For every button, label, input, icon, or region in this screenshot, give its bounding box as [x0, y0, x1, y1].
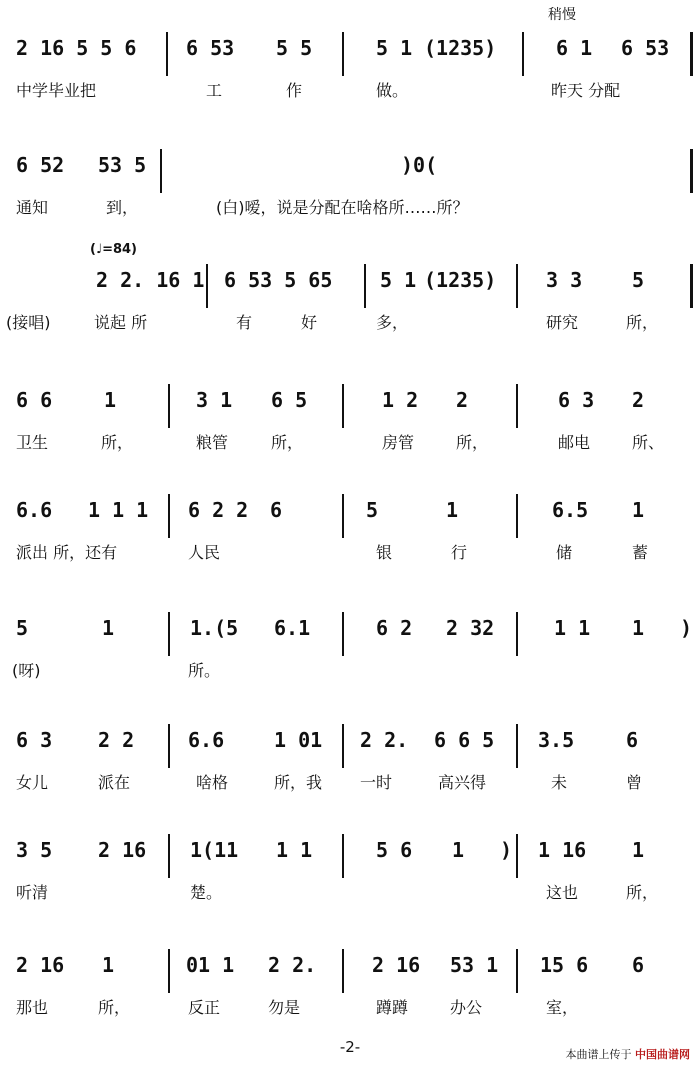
- barline: [168, 834, 170, 878]
- lyric: 勿是: [268, 998, 301, 1017]
- lyric: 作: [286, 81, 303, 100]
- note-group: 6.6: [188, 728, 225, 752]
- notes-line: [6, 268, 694, 304]
- note-group: 2 32: [446, 616, 495, 640]
- note-group: 2 16: [372, 953, 421, 977]
- lyric: 一时: [360, 773, 393, 792]
- note-group: 1: [632, 616, 645, 640]
- lyric: 所，: [626, 883, 659, 902]
- note-group: ): [500, 838, 513, 862]
- note-group: ): [680, 616, 693, 640]
- notes-line: [6, 388, 694, 424]
- note-group: 1: [104, 388, 117, 412]
- barline: [516, 949, 518, 993]
- barline: [690, 149, 693, 193]
- lyric: 室，: [546, 998, 579, 1017]
- source-text: 本曲谱上传于: [565, 1048, 632, 1061]
- score-system: [0, 588, 700, 688]
- lyric: 蓄: [632, 543, 649, 562]
- barline: [364, 264, 366, 308]
- lyric: 所、: [632, 433, 665, 452]
- lyric: 女儿: [16, 773, 49, 792]
- lyric: 邮电: [558, 433, 591, 452]
- barline: [690, 264, 693, 308]
- lyric: 派在: [98, 773, 131, 792]
- note-group: 6 2: [376, 616, 413, 640]
- barline: [516, 264, 518, 308]
- barline: [342, 834, 344, 878]
- note-group: 2: [456, 388, 469, 412]
- barline: [516, 834, 518, 878]
- note-group: 6 6: [16, 388, 53, 412]
- lyrics-line: [6, 430, 694, 456]
- note-group: 1: [102, 616, 115, 640]
- lyric: (呀): [12, 661, 41, 680]
- lyric: 所，: [456, 433, 489, 452]
- note-group: 15 6: [540, 953, 589, 977]
- note-group: 6 6 5: [434, 728, 495, 752]
- barline: [342, 949, 344, 993]
- lyric: 高兴得: [438, 773, 487, 792]
- note-group: 2: [632, 388, 645, 412]
- lyric: 所。: [188, 661, 221, 680]
- note-group: 6: [270, 498, 283, 522]
- lyric: 所，: [626, 313, 659, 332]
- note-group: 53 5: [98, 153, 147, 177]
- lyrics-line: [6, 995, 694, 1021]
- lyric: 所，我: [274, 773, 323, 792]
- note-group: 6 3: [16, 728, 53, 752]
- lyrics-line: [6, 880, 694, 906]
- lyric: 曾: [626, 773, 643, 792]
- lyrics-line: [6, 540, 694, 566]
- lyric: 派出 所，还有: [16, 543, 118, 562]
- note-group: 2 16 5 5 6: [16, 36, 137, 60]
- note-group: 6: [632, 953, 645, 977]
- lyric: 所，: [271, 433, 304, 452]
- note-group: 2 16: [16, 953, 65, 977]
- lyric: 人民: [188, 543, 221, 562]
- lyrics-line: [6, 770, 694, 796]
- notes-line: [6, 728, 694, 764]
- lyric: 中学毕业把: [16, 81, 97, 100]
- note-group: 1 1 1: [88, 498, 149, 522]
- lyric: 昨天 分配: [551, 81, 621, 100]
- lyrics-line: [6, 310, 694, 336]
- lyric: 办公: [450, 998, 483, 1017]
- note-group: 6 1: [556, 36, 593, 60]
- lyric: 听清: [16, 883, 49, 902]
- note-group: 5: [366, 498, 379, 522]
- note-group: 6 53: [186, 36, 235, 60]
- note-group: 2 2.: [360, 728, 409, 752]
- note-group: 1 16: [538, 838, 587, 862]
- barline: [342, 32, 344, 76]
- lyric: 行: [451, 543, 468, 562]
- note-group: 3.5: [538, 728, 575, 752]
- lyric: 蹲蹲: [376, 998, 409, 1017]
- lyric: 储: [556, 543, 573, 562]
- note-group: 5 1: [376, 36, 413, 60]
- note-group: 53 1: [450, 953, 499, 977]
- note-group: 1 01: [274, 728, 323, 752]
- lyric: 这也: [546, 883, 579, 902]
- score-system: [0, 360, 700, 460]
- note-group: 2 2: [98, 728, 135, 752]
- barline: [168, 494, 170, 538]
- notes-line: [6, 838, 694, 874]
- barline: [168, 724, 170, 768]
- note-group: 1 1: [554, 616, 591, 640]
- lyric: 卫生: [16, 433, 49, 452]
- note-group: 2 2. 16 1: [96, 268, 205, 292]
- note-group: 6 52: [16, 153, 65, 177]
- lyric: 做。: [376, 81, 409, 100]
- lyric: 楚。: [190, 883, 223, 902]
- barline: [168, 612, 170, 656]
- note-group: 1: [632, 838, 645, 862]
- note-group: 1: [632, 498, 645, 522]
- lyric: 那也: [16, 998, 49, 1017]
- lyric: 未: [551, 773, 568, 792]
- note-group: 1: [102, 953, 115, 977]
- note-group: 3 1: [196, 388, 233, 412]
- note-group: 6: [626, 728, 639, 752]
- lyric: 说起 所: [94, 313, 148, 332]
- barline: [168, 949, 170, 993]
- note-group: 1: [452, 838, 465, 862]
- lyric: 有: [236, 313, 253, 332]
- barline: [690, 32, 693, 76]
- lyric: 反正: [188, 998, 221, 1017]
- lyric: 好: [301, 313, 318, 332]
- note-group: 1(11: [190, 838, 239, 862]
- lyric: 啥格: [196, 773, 229, 792]
- score-system: [0, 925, 700, 1025]
- barline: [206, 264, 208, 308]
- lyric: 研究: [546, 313, 579, 332]
- page-number: -2-: [339, 1038, 361, 1056]
- notes-line: [6, 498, 694, 534]
- barline: [516, 612, 518, 656]
- barline: [516, 384, 518, 428]
- notes-line: [6, 953, 694, 989]
- note-group: 6 53: [621, 36, 670, 60]
- note-group: 3 5: [16, 838, 53, 862]
- score-system: [0, 125, 700, 225]
- note-group: 1.(5: [190, 616, 239, 640]
- note-group: 5 1: [380, 268, 417, 292]
- note-group: 6 53 5 65: [224, 268, 333, 292]
- source-credit: [566, 1046, 691, 1062]
- lyric: 房管: [382, 433, 415, 452]
- lyric: 工: [206, 81, 223, 100]
- barline: [166, 32, 168, 76]
- score-system: [0, 240, 700, 340]
- note-group: 5: [16, 616, 29, 640]
- score-system: [0, 8, 700, 108]
- barline: [516, 724, 518, 768]
- lyric: 银: [376, 543, 393, 562]
- barline: [160, 149, 162, 193]
- lyrics-line: [6, 78, 694, 104]
- score-system: [0, 470, 700, 570]
- lyric: 通知: [16, 198, 49, 217]
- score-system: [0, 700, 700, 800]
- barline: [342, 724, 344, 768]
- lyrics-line: [6, 195, 694, 221]
- note-group: (1235): [424, 36, 497, 60]
- note-group: 5 5: [276, 36, 313, 60]
- note-group: 3 3: [546, 268, 583, 292]
- lyric: (接唱): [6, 313, 51, 332]
- barline: [342, 612, 344, 656]
- notes-line: [6, 36, 694, 72]
- note-group: 2 16: [98, 838, 147, 862]
- tempo-marking: 稍慢: [548, 7, 576, 23]
- lyric: 粮管: [196, 433, 229, 452]
- lyric: 到，: [106, 198, 139, 217]
- lyric: 所，: [101, 433, 134, 452]
- note-group: 2 2.: [268, 953, 317, 977]
- lyric: (白)嗳，说是分配在啥格所……所？: [216, 198, 469, 217]
- lyric: 多，: [376, 313, 409, 332]
- note-group: 1 2: [382, 388, 419, 412]
- note-group: 6.1: [274, 616, 311, 640]
- note-group: 6 5: [271, 388, 308, 412]
- note-group: 1: [446, 498, 459, 522]
- notes-line: [6, 616, 694, 652]
- source-logo: 中国曲谱网: [635, 1048, 690, 1061]
- barline: [168, 384, 170, 428]
- note-group: 6.6: [16, 498, 53, 522]
- note-group: 1 1: [276, 838, 313, 862]
- tempo-mark: (♩=84): [90, 242, 137, 257]
- barline: [522, 32, 524, 76]
- lyric: 所，: [98, 998, 131, 1017]
- notes-line: [6, 153, 694, 189]
- note-group: 6 2 2: [188, 498, 249, 522]
- note-group: 6 3: [558, 388, 595, 412]
- lyrics-line: [6, 658, 694, 684]
- note-group: 01 1: [186, 953, 235, 977]
- note-group: 6.5: [552, 498, 589, 522]
- note-group: (1235): [424, 268, 497, 292]
- barline: [342, 494, 344, 538]
- score-system: [0, 810, 700, 910]
- note-group: 5: [632, 268, 645, 292]
- note-group: 5 6: [376, 838, 413, 862]
- note-group: )0(: [401, 153, 438, 177]
- barline: [516, 494, 518, 538]
- barline: [342, 384, 344, 428]
